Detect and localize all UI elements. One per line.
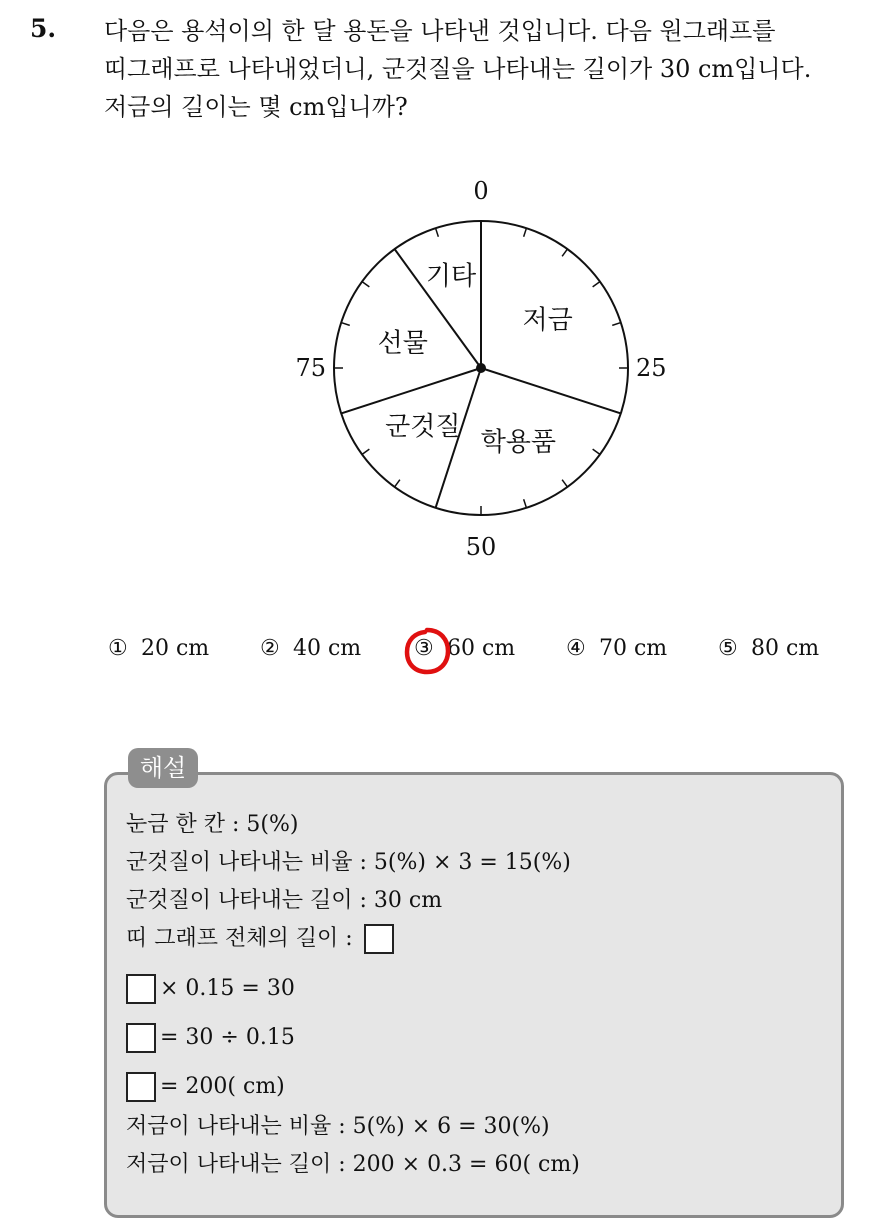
choice-label: 60 cm <box>447 636 516 661</box>
blank-box <box>364 924 394 954</box>
explanation-line: 군것질이 나타내는 길이 : 30 cm <box>126 888 443 913</box>
blank-box <box>126 974 156 1004</box>
scale-label: 0 <box>473 180 489 205</box>
question-line: 다음은 용석이의 한 달 용돈을 나타낸 것입니다. 다음 원그래프를 <box>104 17 776 45</box>
question-line: 띠그래프로 나타내었더니, 군것질을 나타내는 길이가 30 cm입니다. <box>104 55 812 83</box>
choice-number: ④ <box>566 636 586 661</box>
blank-box <box>126 1023 156 1053</box>
answer-circle-mark <box>400 624 454 678</box>
blank-box <box>126 1072 156 1102</box>
choice-3[interactable] <box>414 636 515 661</box>
slice-label: 군것질 <box>385 412 461 443</box>
explanation-line: 군것질이 나타내는 비율 : 5(%) × 3 = 15(%) <box>126 850 571 875</box>
pie-center-dot <box>476 363 486 373</box>
explanation-text: 띠 그래프 전체의 길이 : <box>126 926 353 951</box>
answer-choices <box>108 636 848 670</box>
slice-label: 기타 <box>425 261 477 292</box>
scale-label: 75 <box>295 354 326 382</box>
pie-chart <box>280 180 680 560</box>
explanation-tab: 해설 <box>128 748 198 788</box>
choice-4[interactable] <box>566 636 667 661</box>
equation-line <box>126 972 295 1006</box>
choice-5[interactable] <box>718 636 819 661</box>
question-number: 5. <box>30 14 57 43</box>
equation-line <box>126 1070 285 1104</box>
equation-line <box>126 1021 295 1055</box>
explanation-line: 저금이 나타내는 길이 : 200 × 0.3 = 60( cm) <box>126 1152 580 1177</box>
question-line: 저금의 길이는 몇 cm입니까? <box>104 93 408 121</box>
scale-label: 25 <box>636 354 667 382</box>
choice-label: 70 cm <box>599 636 668 661</box>
choice-number: ② <box>260 636 280 661</box>
scale-label: 50 <box>465 533 497 560</box>
explanation-line: 저금이 나타내는 비율 : 5(%) × 6 = 30(%) <box>126 1114 550 1139</box>
slice-label: 저금 <box>522 305 573 336</box>
explanation-line-with-blank <box>126 922 394 956</box>
equation-text: × 0.15 = 30 <box>160 976 295 1001</box>
choice-label: 40 cm <box>293 636 362 661</box>
slice-label: 선물 <box>377 328 428 359</box>
choice-number: ⑤ <box>718 636 738 661</box>
equation-text: = 200( cm) <box>160 1074 285 1099</box>
choice-2[interactable] <box>260 636 361 661</box>
explanation-line: 눈금 한 칸 : 5(%) <box>126 812 299 837</box>
slice-label: 학용품 <box>480 427 557 458</box>
choice-number: ① <box>108 636 128 661</box>
choice-label: 20 cm <box>141 636 210 661</box>
equation-text: = 30 ÷ 0.15 <box>160 1025 295 1050</box>
choice-number: ③ <box>414 636 434 661</box>
choice-label: 80 cm <box>751 636 820 661</box>
choice-1[interactable] <box>108 636 209 661</box>
question-text <box>104 12 874 126</box>
